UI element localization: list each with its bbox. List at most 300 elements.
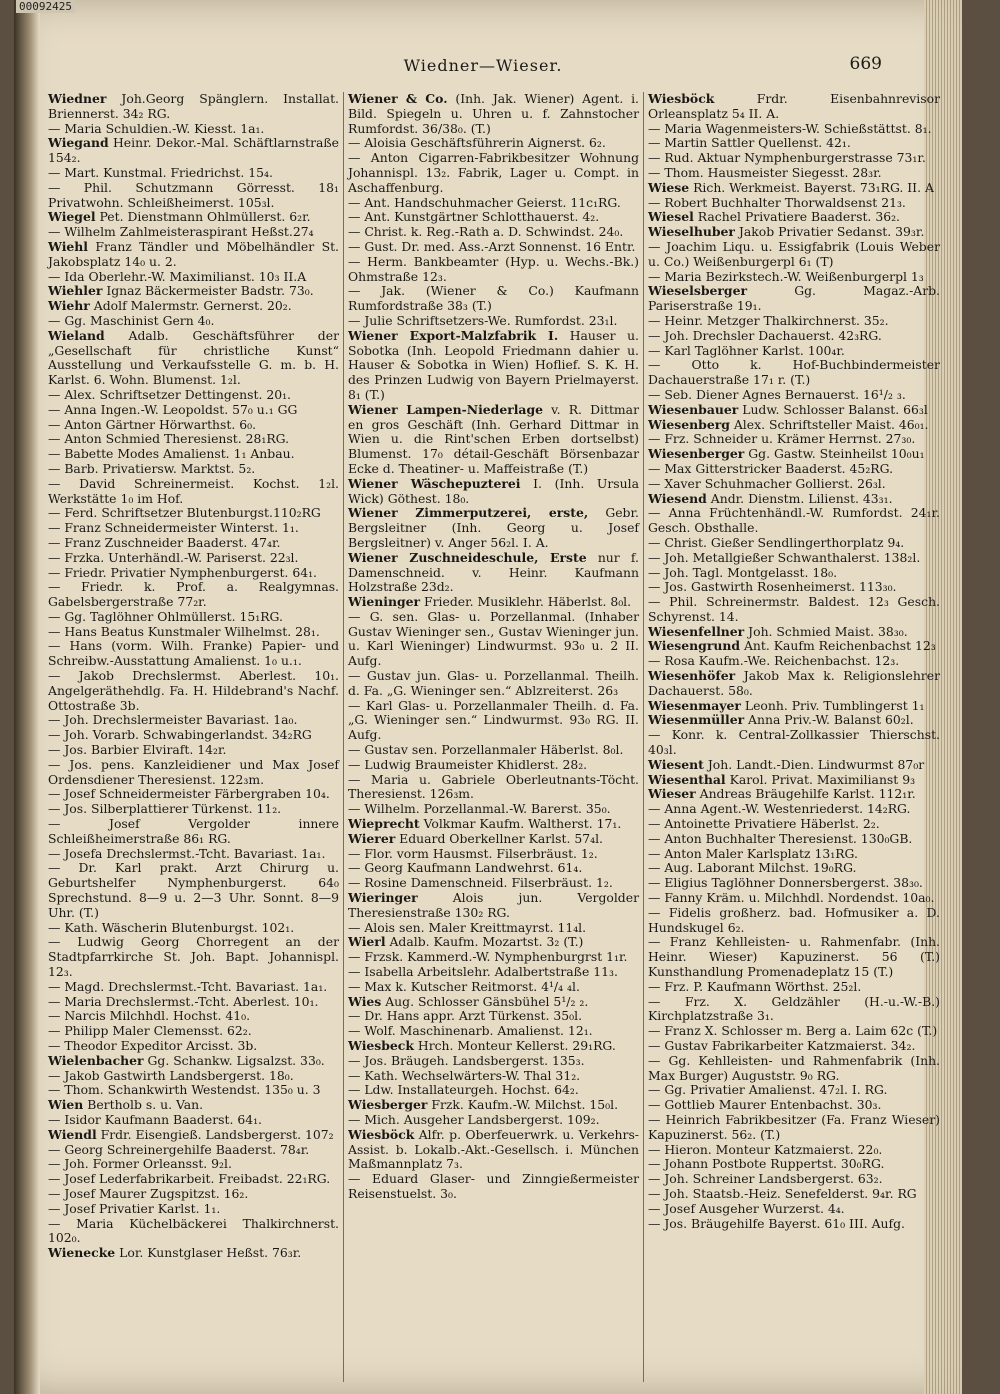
- entry-text: — Georg Schreinergehilfe Baaderst. 78₄r.: [48, 1141, 310, 1157]
- directory-page: [14, 0, 962, 1394]
- entry-text: nur f. Damenschneid. v. Heinr. Kaufmann Holzstraße 23d₂.: [348, 549, 639, 595]
- entry-text: — Alex. Schriftsetzer Dettingenst. 20₁.: [48, 386, 291, 402]
- entry-surname: Wiesenfellner: [648, 623, 745, 639]
- entry-text: — Joh. Tagl. Montgelasst. 18₀.: [648, 564, 838, 580]
- entry-text: — Frz. P. Kaufmann Wörthst. 25₂l.: [648, 978, 862, 994]
- directory-entry: [348, 210, 639, 225]
- directory-entry: [648, 980, 940, 995]
- entry-surname: Wien: [48, 1097, 84, 1113]
- directory-column-3: [644, 92, 944, 1382]
- entry-text: — Kath. Wechselwärters-W. Thal 31₂.: [348, 1067, 581, 1083]
- entry-text: — Anton Buchhalter Theresienst. 130₀GB.: [648, 830, 913, 846]
- directory-entry: [648, 270, 940, 285]
- directory-entry: [648, 654, 940, 669]
- entry-surname: Wiesenthal: [648, 771, 726, 787]
- entry-surname: Wiesenhöfer: [648, 668, 736, 684]
- entry-text: — Isabella Arbeitslehr. Adalbertstraße 11₃.: [348, 964, 618, 980]
- directory-entry: [648, 122, 940, 137]
- entry-text: Lor. Kunstglaser Heßst. 76₃r.: [115, 1245, 302, 1261]
- entry-text: — Maria Bezirkstech.-W. Weißenburgerpl 1₃: [648, 268, 924, 284]
- entry-text: — Thom. Hausmeister Siegesst. 28₃r.: [648, 164, 882, 180]
- entry-text: — Franz X. Schlosser m. Berg a. Laim 62c (T.): [648, 1023, 938, 1039]
- directory-entry: [348, 995, 639, 1010]
- directory-entry: [348, 551, 639, 595]
- directory-entry: [48, 1217, 339, 1247]
- directory-entry: [648, 432, 940, 447]
- directory-entry: [348, 92, 639, 136]
- page-number: 669: [849, 54, 882, 74]
- entry-text: — Gustav Fabrikarbeiter Katzmaierst. 34₂.: [648, 1038, 916, 1053]
- entry-text: Adalb. Geschäftsführer der „Gesellschaft für christliche Kunst“ Ausstellung und Verkaufsstelle G. m. b. H. Karlst. 6. Wohn. Blumenst. 1₂l.: [48, 327, 339, 388]
- entry-text: — Joh. Metallgießer Schwanthalerst. 138₂l.: [648, 549, 921, 565]
- entry-surname: Wiener Zuschneideschule, Erste: [348, 549, 587, 565]
- entry-text: — Maria Schuldien.-W. Kiesst. 1a₁.: [48, 120, 265, 136]
- directory-entry: [648, 1172, 940, 1187]
- directory-entry: [348, 136, 639, 151]
- directory-entry: [48, 861, 339, 920]
- entry-surname: Wielenbacher: [48, 1052, 144, 1068]
- entry-text: — Aloisia Geschäftsführerin Aignerst. 6₂.: [348, 135, 606, 151]
- entry-surname: Wiener Wäschepuzterei: [348, 475, 521, 491]
- entry-text: Joh.Georg Spänglern. Installat. Briennerst. 34₂ RG.: [48, 92, 339, 121]
- entry-surname: Wienecke: [48, 1245, 116, 1261]
- directory-entry: [348, 743, 639, 758]
- entry-text: — Julie Schriftsetzers-We. Rumfordst. 23₁l.: [348, 312, 618, 328]
- entry-surname: Wiesberger: [348, 1097, 428, 1113]
- directory-entry: [348, 595, 639, 610]
- entry-text: Andr. Dienstm. Lilienst. 43₃₁.: [706, 490, 893, 506]
- entry-text: — Jos. Gastwirth Rosenheimerst. 113₃₀.: [648, 579, 897, 595]
- directory-entry: [348, 847, 639, 862]
- directory-entry: [648, 639, 940, 654]
- entry-text: — Hans (vorm. Wilh. Franke) Papier- und Schreibw.-Ausstattung Amalienst. 1₀ u.₁.: [48, 638, 339, 669]
- directory-entry: [48, 1172, 339, 1187]
- entry-surname: Wiesenbauer: [648, 401, 739, 417]
- directory-entry: [648, 713, 940, 728]
- entry-text: Volkmar Kaufm. Waltherst. 17₁.: [419, 816, 622, 832]
- directory-entry: [48, 240, 339, 270]
- entry-text: Frzk. Kaufm.-W. Milchst. 15₀l.: [427, 1097, 619, 1113]
- directory-entry: [648, 566, 940, 581]
- directory-entry: [48, 181, 339, 211]
- entry-text: — Max Gitterstricker Baaderst. 45₂RG.: [648, 460, 894, 476]
- entry-text: Frdr. Eisenbahnrevisor Orleansplatz 5₄ II. A.: [648, 92, 940, 121]
- directory-entry: [648, 595, 940, 625]
- directory-entry: [348, 773, 639, 803]
- entry-text: Ant. Kaufm Reichenbachst 12₃: [740, 638, 936, 654]
- entry-text: Bertholb s. u. Van.: [83, 1097, 204, 1113]
- entry-text: — Jos. Bräugehilfe Bayerst. 61₀ III. Aufg.: [648, 1215, 905, 1231]
- directory-entry: [48, 477, 339, 507]
- entry-surname: Wiegel: [48, 209, 96, 225]
- directory-entry: [648, 403, 940, 418]
- entry-text: — Babette Modes Amalienst. 1₁ Anbau.: [48, 446, 295, 462]
- directory-entry: [348, 891, 639, 921]
- entry-text: — Joh. Drechsler Dachauerst. 42₃RG.: [648, 327, 882, 343]
- entry-text: Heinr. Dekor.-Mal. Schäftlarnstraße 154₂.: [48, 135, 339, 166]
- entry-text: — Joh. Former Orleansst. 9₂l.: [48, 1156, 232, 1172]
- entry-surname: Wiedner: [48, 92, 107, 106]
- entry-text: — Josef Schneidermeister Färbergraben 10₄.: [48, 786, 330, 802]
- entry-text: Joh. Landt.-Dien. Lindwurmst 87₀r: [703, 756, 925, 772]
- directory-entry: [48, 432, 339, 447]
- entry-text: — Frz. Schneider u. Krämer Herrnst. 27₃₀.: [648, 431, 916, 447]
- directory-entry: [48, 329, 339, 388]
- directory-entry: [48, 1246, 339, 1261]
- entry-text: Alois jun. Vergolder Theresienstraße 130₂ RG.: [348, 890, 639, 920]
- directory-entry: [648, 847, 940, 862]
- entry-surname: Wieselhuber: [648, 224, 735, 240]
- directory-entry: [648, 447, 940, 462]
- entry-text: — Jakob Gastwirth Landsbergerst. 18₀.: [48, 1067, 294, 1083]
- entry-surname: Wiesböck: [648, 92, 715, 106]
- directory-entry: [348, 876, 639, 891]
- entry-text: — Jos. Barbier Elviraft. 14₂r.: [48, 742, 227, 758]
- entry-text: — Josef Privatier Karlst. 1₁.: [48, 1200, 221, 1216]
- entry-text: — Gustav jun. Glas- u. Porzellanmal. Theilh. d. Fa. „G. Wieninger sen.“ Ablzreiterst. 26₃: [348, 668, 639, 698]
- entry-text: — Franz Schneidermeister Winterst. 1₁.: [48, 520, 299, 536]
- entry-surname: Wieland: [48, 327, 105, 343]
- directory-entry: [48, 225, 339, 240]
- directory-entry: [48, 980, 339, 995]
- directory-entry: [348, 1054, 639, 1069]
- directory-entry: [348, 196, 639, 211]
- directory-entry: [648, 1024, 940, 1039]
- directory-entry: [648, 625, 940, 640]
- entry-surname: Wiesenberger: [648, 446, 745, 462]
- entry-text: Leonh. Priv. Tumblingerst 1₁: [740, 697, 925, 713]
- directory-entry: [48, 418, 339, 433]
- entry-text: — Jak. (Wiener & Co.) Kaufmann Rumfordstraße 38₃ (T.): [348, 283, 639, 314]
- entry-text: — Anton Cigarren-Fabrikbesitzer Wohnung Johannispl. 13₂. Fabrik, Lager u. Compt. in Aschaffenburg.: [348, 150, 639, 195]
- directory-entry: [348, 965, 639, 980]
- entry-text: — Anna Agent.-W. Westenriederst. 14₂RG.: [648, 801, 911, 817]
- entry-text: — Anton Maler Karlsplatz 13₁RG.: [648, 845, 858, 861]
- entry-text: v. R. Dittmar en gros Geschäft (Inh. Gerhard Dittmar in Wien u. die Rint'schen Erben dortselbst) Blumenst. 17₀ détail-Geschäft Börsenbazar Ecke d. Theatiner- u. Maffeistraße (T.): [348, 401, 639, 476]
- directory-entry: [648, 1217, 940, 1232]
- directory-entry: [348, 758, 639, 773]
- entry-text: — Maria Küchelbäckerei Thalkirchnerst. 102₀.: [48, 1215, 339, 1246]
- entry-text: Rachel Privatiere Baaderst. 36₂.: [693, 209, 900, 225]
- directory-entry: [48, 403, 339, 418]
- directory-entry: [48, 462, 339, 477]
- entry-text: — Ant. Handschuhmacher Geierst. 11c₁RG.: [348, 194, 621, 210]
- entry-surname: Wiesenmayer: [648, 697, 741, 713]
- entry-text: — Fanny Kräm. u. Milchhdl. Nordendst. 10a₀.: [648, 890, 935, 906]
- entry-text: Gg. Gastw. Steinheilst 10₀u₁: [744, 446, 925, 462]
- entry-text: — Gustav sen. Porzellanmaler Häberlst. 8₀l.: [348, 742, 624, 758]
- entry-text: — Maria u. Gabriele Oberleutnants-Töcht. Theresienst. 126₃m.: [348, 771, 639, 802]
- directory-entry: [648, 344, 940, 359]
- directory-entry: [648, 995, 940, 1025]
- directory-entry: [648, 935, 940, 979]
- directory-entry: [648, 1143, 940, 1158]
- directory-entry: [48, 758, 339, 788]
- directory-entry: [348, 950, 639, 965]
- entry-text: — Theodor Expeditor Arcisst. 3b.: [48, 1038, 258, 1053]
- entry-text: Frdr. Eisengieß. Landsbergerst. 107₂: [96, 1126, 334, 1142]
- entry-text: — Hieron. Monteur Katzmaierst. 22₀.: [648, 1141, 883, 1157]
- directory-entry: [348, 669, 639, 699]
- directory-entry: [348, 1009, 639, 1024]
- entry-text: — Max k. Kutscher Reitmorst. 4¹/₄ ₄l.: [348, 978, 580, 994]
- entry-surname: Wiesenberg: [648, 416, 730, 432]
- entry-text: — Seb. Diener Agnes Bernauerst. 16¹/₂ ₃.: [648, 386, 906, 402]
- entry-text: — Joachim Liqu. u. Essigfabrik (Louis Weber u. Co.) Weißenburgerpl 6₁ (T): [648, 238, 940, 269]
- directory-entry: [48, 921, 339, 936]
- entry-text: — Jakob Drechslermst. Aberlest. 10₁. Angelgeräthehdlg. Fa. H. Hildebrand's Nachf. Ottostraße 3b.: [48, 668, 339, 713]
- directory-entry: [48, 1157, 339, 1172]
- entry-text: — Friedr. Privatier Nymphenburgerst. 64₁.: [48, 564, 317, 580]
- directory-entry: [648, 906, 940, 936]
- entry-text: — Anton Schmied Theresienst. 28₁RG.: [48, 431, 290, 447]
- entry-text: — Franz Kehlleisten- u. Rahmenfabr. (Inh. Heinr. Wieser) Kapuzinerst. 56 (T.) Kunsthandlung Promenadeplatz 15 (T.): [648, 934, 940, 980]
- entry-text: — Maria Wagenmeisters-W. Schießstättst. 8₁.: [648, 120, 932, 136]
- entry-text: — Ant. Kunstgärtner Schlotthauerst. 4₂.: [348, 209, 600, 225]
- directory-entry: [348, 1069, 639, 1084]
- directory-entry: [648, 240, 940, 270]
- directory-entry: [648, 787, 940, 802]
- entry-text: — Georg Kaufmann Landwehrst. 61₄.: [348, 860, 583, 876]
- directory-entry: [648, 699, 940, 714]
- entry-text: — Gottlieb Maurer Entenbachst. 30₃.: [648, 1097, 882, 1113]
- directory-entry: [48, 580, 339, 610]
- directory-entry: [648, 1187, 940, 1202]
- entry-surname: Wiener Lampen-Niederlage: [348, 401, 544, 417]
- entry-text: — Ludwig Georg Chorregent an der Stadtpfarrkirche St. Joh. Bapt. Johannispl. 12₃.: [48, 934, 339, 980]
- entry-surname: Wiener Export-Malzfabrik I.: [348, 327, 559, 343]
- directory-entry: [48, 817, 339, 847]
- directory-entry: [648, 1113, 940, 1143]
- directory-entry: [348, 935, 639, 950]
- entry-text: — Maria Drechslermst.-Tcht. Aberlest. 10₁.: [48, 993, 319, 1009]
- entry-text: — Eligius Taglöhner Donnersbergerst. 38₃₀.: [648, 875, 923, 891]
- directory-entry: [648, 492, 940, 507]
- entry-surname: Wiesel: [648, 209, 694, 225]
- entry-text: — Herm. Bankbeamter (Hyp. u. Wechs.-Bk.) Ohmstraße 12₃.: [348, 253, 639, 284]
- directory-entry: [348, 314, 639, 329]
- entry-surname: Wierer: [348, 830, 396, 846]
- directory-entry: [48, 787, 339, 802]
- entry-surname: Wiesbeck: [348, 1038, 414, 1053]
- entry-text: Adalb. Kaufm. Mozartst. 3₂ (T.): [385, 934, 584, 950]
- entry-surname: Wiesengrund: [648, 638, 741, 654]
- directory-entry: [348, 802, 639, 817]
- directory-entry: [348, 477, 639, 507]
- directory-entry: [48, 1069, 339, 1084]
- directory-entry: [48, 122, 339, 137]
- entry-text: — Jos. pens. Kanzleidiener und Max Josef Ordensdiener Theresienst. 122₃m.: [48, 756, 339, 787]
- directory-entry: [48, 1143, 339, 1158]
- directory-entry: [648, 314, 940, 329]
- entry-text: Gg. Magaz.-Arb. Pariserstraße 19₁.: [648, 283, 940, 314]
- entry-text: Alex. Schriftsteller Maist. 46₀₁.: [729, 416, 929, 432]
- entry-text: — Otto k. Hof-Buchbindermeister Dachauerstraße 17₁ r. (T.): [648, 357, 940, 388]
- directory-entry: [48, 1187, 339, 1202]
- directory-entry: [48, 210, 339, 225]
- book-binding-edge: [14, 0, 40, 1394]
- directory-entry: [648, 832, 940, 847]
- running-title: Wiedner—Wieser.: [403, 56, 563, 75]
- directory-entry: [48, 847, 339, 862]
- entry-text: — Konr. k. Central-Zollkassier Thierschst. 40₃l.: [648, 727, 940, 758]
- entry-text: — Franz Zuschneider Baaderst. 47₄r.: [48, 534, 281, 550]
- directory-entry: [648, 1054, 940, 1084]
- directory-entry: [48, 166, 339, 181]
- entry-surname: Wiesenmüller: [648, 712, 745, 728]
- directory-entry: [648, 876, 940, 891]
- directory-entry: [48, 995, 339, 1010]
- entry-text: — Karl Taglöhner Karlst. 100₄r.: [648, 342, 845, 358]
- directory-entry: [648, 166, 940, 181]
- entry-text: Franz Tändler und Möbelhändler St. Jakobsplatz 14₀ u. 2.: [48, 238, 339, 269]
- directory-entry: [648, 284, 940, 314]
- entry-text: — Joh. Drechslermeister Bavariast. 1a₀.: [48, 712, 298, 728]
- directory-entry: [348, 980, 639, 995]
- entry-text: Hauser u. Sobotka (Inh. Leopold Friedmann dahier u. Hauser & Sobotka in Wien) Hoflief. S. K. H. des Prinzen Ludwig von Bayern Prielmayerst. 8₁ (T.): [348, 327, 639, 402]
- directory-entry: [348, 1128, 639, 1172]
- directory-entry: [648, 1202, 940, 1217]
- entry-text: Jakob Max k. Religionslehrer Dachauerst. 58₀.: [648, 668, 940, 698]
- entry-text: — Josefa Drechslermst.-Tcht. Bavariast. 1a₁.: [48, 845, 326, 861]
- directory-entry: [348, 1172, 639, 1202]
- directory-entry: [48, 802, 339, 817]
- directory-entry: [648, 225, 940, 240]
- entry-text: — Wilhelm Zahlmeisteraspirant Heßst.27₄: [48, 224, 314, 240]
- directory-entry: [348, 817, 639, 832]
- entry-text: — Flor. vorm Hausmst. Filserbräust. 1₂.: [348, 845, 598, 861]
- entry-text: — David Schreinermeist. Kochst. 1₂l. Werkstätte 1₀ im Hof.: [48, 475, 339, 506]
- entry-text: — Mart. Kunstmal. Friedrichst. 15₄.: [48, 164, 273, 180]
- directory-entry: [48, 270, 339, 285]
- entry-text: Hrch. Monteur Kellerst. 29₁RG.: [413, 1038, 616, 1053]
- directory-entry: [648, 802, 940, 817]
- directory-entry: [48, 136, 339, 166]
- entry-surname: Wiesböck: [348, 1126, 415, 1142]
- entry-text: — Karl Glas- u. Porzellanmaler Theilh. d. Fa. „G. Wieninger sen.“ Lindwurmst. 93₀ RG. II. Aufg.: [348, 697, 639, 743]
- entry-text: Jakob Privatier Sedanst. 39₃r.: [734, 224, 925, 240]
- entry-text: Pet. Dienstmann Ohlmüllerst. 6₂r.: [95, 209, 311, 225]
- directory-entry: [648, 536, 940, 551]
- directory-entry: [48, 610, 339, 625]
- directory-entry: [648, 861, 940, 876]
- directory-entry: [48, 536, 339, 551]
- entry-text: — Ldw. Installateurgeh. Hochst. 64₂.: [348, 1082, 579, 1098]
- directory-entry: [348, 284, 639, 314]
- directory-entry: [348, 699, 639, 743]
- entry-text: Gg. Schankw. Ligsalzst. 33₀.: [143, 1052, 325, 1068]
- entry-text: — Kath. Wäscherin Blutenburgst. 102₁.: [48, 919, 295, 935]
- entry-text: — Gg. Privatier Amalienst. 47₂l. I. RG.: [648, 1082, 888, 1098]
- directory-entry: [348, 255, 639, 285]
- entry-text: Ludw. Schlosser Balanst. 66₃l: [738, 401, 928, 417]
- entry-text: — Rosa Kaufm.-We. Reichenbachst. 12₃.: [648, 653, 900, 669]
- entry-text: (Inh. Jak. Wiener) Agent. i. Bild. Spiegeln u. Uhren u. f. Zahnstocher Rumfordst. 36/38₀. (T.): [348, 92, 639, 136]
- directory-entry: [48, 506, 339, 521]
- directory-entry: [348, 1083, 639, 1098]
- directory-entry: [348, 403, 639, 477]
- directory-entry: [48, 935, 339, 979]
- entry-text: Andreas Bräugehilfe Karlst. 112₁r.: [695, 786, 916, 802]
- entry-surname: Wiese: [648, 179, 690, 195]
- entry-text: Adolf Malermstr. Gernerst. 20₂.: [89, 298, 292, 314]
- entry-text: — Gg. Kehlleisten- und Rahmenfabrik (Inh. Max Burger) Auguststr. 9₀ RG.: [648, 1052, 940, 1083]
- directory-entry: [648, 758, 940, 773]
- directory-entry: [48, 284, 339, 299]
- entry-text: Eduard Oberkellner Karlst. 57₄l.: [395, 830, 603, 846]
- entry-text: — G. sen. Glas- u. Porzellanmal. (Inhaber Gustav Wieninger sen., Gustav Wieninger jun. u. Karl Wieninger) Lindwurmst. 93₀ u. 2 II. Aufg.: [348, 608, 639, 669]
- directory-entry: [48, 713, 339, 728]
- directory-entry: [648, 151, 940, 166]
- entry-text: — Alois sen. Maler Kreittmayrst. 11₄l.: [348, 919, 587, 935]
- entry-text: — Dr. Hans appr. Arzt Türkenst. 35₀l.: [348, 1008, 583, 1024]
- entry-text: — Thom. Schankwirth Westendst. 135₀ u. 3: [48, 1082, 321, 1098]
- entry-text: — Robert Buchhalter Thorwaldsenst 21₃.: [648, 194, 906, 210]
- entry-text: — Joh. Staatsb.-Heiz. Senefelderst. 9₄r. RG: [648, 1185, 917, 1201]
- directory-entry: [648, 1083, 940, 1098]
- directory-entry: [648, 136, 940, 151]
- directory-entry: [648, 773, 940, 788]
- entry-text: — Friedr. k. Prof. a. Realgymnas. Gabelsbergerstraße 77₂r.: [48, 579, 339, 610]
- directory-entry: [348, 921, 639, 936]
- entry-text: — Joh. Schreiner Landsbergerst. 63₂.: [648, 1171, 883, 1187]
- entry-surname: Wiendl: [48, 1126, 97, 1142]
- directory-entry: [48, 728, 339, 743]
- entry-text: — Narcis Milchhdl. Hochst. 41₀.: [48, 1008, 251, 1024]
- entry-text: — Josef Lederfabrikarbeit. Freibadst. 22₁RG.: [48, 1171, 331, 1187]
- entry-surname: Wierl: [348, 934, 386, 950]
- entry-surname: Wiehler: [48, 283, 103, 299]
- entry-text: Joh. Schmied Maist. 38₃₀.: [744, 623, 908, 639]
- entry-text: — Eduard Glaser- und Zinngießermeister Reisenstuelst. 3₀.: [348, 1171, 639, 1201]
- entry-text: — Christ. Gießer Sendlingerthorplatz 9₄.: [648, 534, 905, 550]
- directory-entry: [348, 225, 639, 240]
- entry-text: — Phil. Schutzmann Görresst. 18₁ Privatwohn. Schleißheimerst. 105₃l.: [48, 179, 339, 210]
- entry-surname: Wiesent: [648, 756, 704, 772]
- entry-surname: Wies: [348, 993, 382, 1009]
- entry-text: — Rosine Damenschneid. Filserbräust. 1₂.: [348, 875, 613, 891]
- entry-text: — Magd. Drechslermst.-Tcht. Bavariast. 1a₁.: [48, 978, 328, 994]
- entry-text: — Anton Gärtner Hörwarthst. 6₀.: [48, 416, 257, 432]
- entry-text: — Wilhelm. Porzellanmal.-W. Barerst. 35₀.: [348, 801, 611, 817]
- entry-text: — Johann Postbote Ruppertst. 30₀RG.: [648, 1156, 885, 1172]
- directory-entry: [648, 92, 940, 122]
- entry-text: — Aug. Laborant Milchst. 19₀RG.: [648, 860, 857, 876]
- entry-text: Frieder. Musiklehr. Häberlst. 8₀l.: [420, 594, 632, 610]
- entry-text: — Ludwig Braumeister Khidlerst. 28₂.: [348, 756, 588, 772]
- entry-text: Aug. Schlosser Gänsbühel 5¹/₂ ₂.: [381, 993, 589, 1009]
- directory-entry: [348, 861, 639, 876]
- entry-surname: Wiehl: [48, 238, 89, 254]
- entry-text: — Joh. Vorarb. Schwabingerlandst. 34₂RG: [48, 727, 312, 743]
- entry-surname: Wieprecht: [348, 816, 420, 832]
- entry-surname: Wieringer: [348, 890, 418, 906]
- directory-entry: [48, 1054, 339, 1069]
- entry-text: Ignaz Bäckermeister Badstr. 73₀.: [102, 283, 314, 299]
- directory-entry: [648, 891, 940, 906]
- directory-entry: [48, 551, 339, 566]
- page-header: [44, 56, 922, 82]
- entry-text: — Gust. Dr. med. Ass.-Arzt Sonnenst. 16 Entr.: [348, 238, 636, 254]
- directory-entry: [648, 551, 940, 566]
- directory-entry: [48, 625, 339, 640]
- directory-entry: [48, 1009, 339, 1024]
- directory-entry: [348, 1098, 639, 1113]
- directory-entry: [48, 1024, 339, 1039]
- entry-text: Anna Priv.-W. Balanst 60₂l.: [744, 712, 914, 728]
- directory-entry: [648, 358, 940, 388]
- entry-surname: Wieninger: [348, 594, 421, 610]
